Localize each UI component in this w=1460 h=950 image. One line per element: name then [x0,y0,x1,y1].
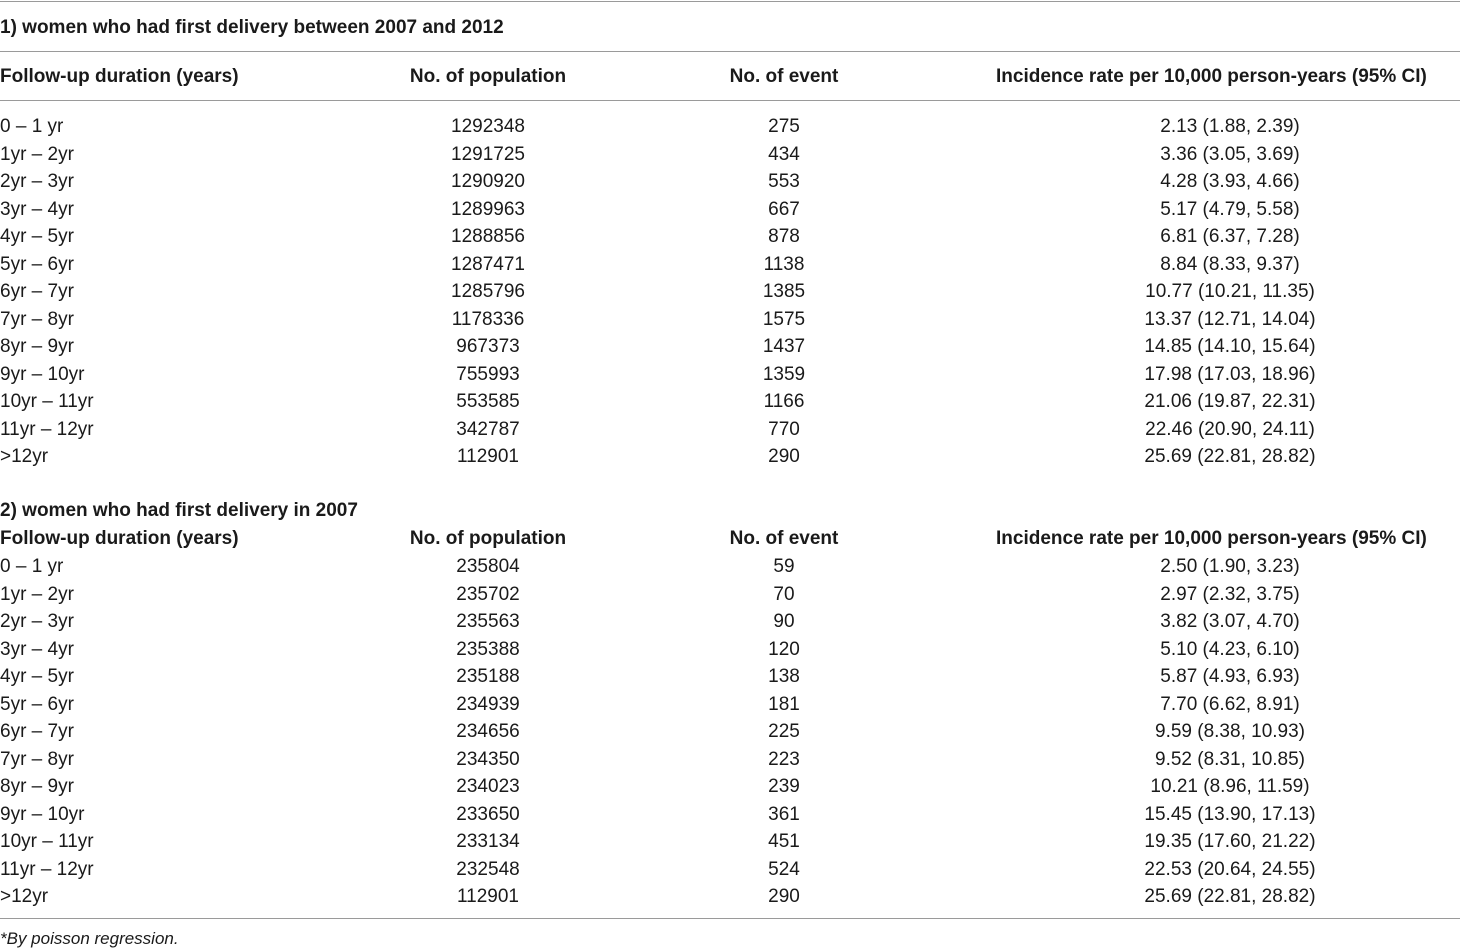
table-row [0,443,1460,470]
section-1-header-rule [0,100,1460,101]
cell-rate: 21.06 (19.87, 22.31) [1144,391,1316,412]
cell-population: 234656 [456,721,520,742]
cell-duration: 0 – 1 yr [0,556,64,577]
cell-duration: 8yr – 9yr [0,336,74,357]
cell-event: 1385 [762,281,806,302]
cell-rate: 19.35 (17.60, 21.22) [1144,831,1316,852]
header-rate: Incidence rate per 10,000 person-years (95% CI) [996,528,1427,549]
cell-rate: 2.13 (1.88, 2.39) [1160,116,1300,137]
cell-population: 234023 [456,776,520,797]
table-row [0,801,1460,828]
cell-rate: 3.82 (3.07, 4.70) [1160,611,1300,632]
cell-rate: 6.81 (6.37, 7.28) [1160,226,1300,247]
cell-rate: 5.10 (4.23, 6.10) [1160,638,1300,660]
table-row [0,581,1460,608]
cell-duration: 7yr – 8yr [0,308,74,330]
section-1-header-row [0,63,1460,90]
cell-population: 232548 [456,858,520,880]
cell-event: 1359 [762,363,806,385]
header-population: No. of population [409,528,567,549]
cell-duration: 4yr – 5yr [0,226,74,247]
cell-population: 1290920 [451,171,525,192]
cell-event: 524 [768,858,800,880]
cell-population: 755993 [456,363,520,385]
cell-population: 235563 [456,611,520,632]
table-row [0,113,1460,140]
cell-rate: 9.52 (8.31, 10.85) [1155,748,1305,770]
cell-population: 234939 [456,693,520,715]
cell-rate: 17.98 (17.03, 18.96) [1144,363,1316,385]
cell-event: 223 [768,748,800,770]
cell-rate: 8.84 (8.33, 9.37) [1160,253,1300,275]
cell-event: 239 [768,776,800,797]
table-row [0,691,1460,718]
cell-duration: 5yr – 6yr [0,253,74,275]
cell-event: 667 [768,198,800,220]
cell-event: 770 [768,418,800,440]
cell-duration: 9yr – 10yr [0,803,85,825]
table-row [0,141,1460,168]
section-1-title: 1) women who had first delivery between 2007 and 2012 [0,17,504,38]
cell-event: 225 [768,721,800,742]
cell-rate: 7.70 (6.62, 8.91) [1160,693,1300,715]
cell-population: 967373 [456,336,520,357]
cell-population: 233650 [456,803,520,825]
cell-population: 235188 [456,666,520,687]
cell-population: 553585 [456,391,520,412]
cell-duration: 0 – 1 yr [0,116,64,137]
cell-duration: 7yr – 8yr [0,748,74,770]
table-row [0,636,1460,663]
cell-duration: 3yr – 4yr [0,638,74,660]
cell-duration: 2yr – 3yr [0,171,74,192]
cell-population: 1289963 [451,198,525,220]
cell-rate: 22.53 (20.64, 24.55) [1144,858,1316,880]
table-row [0,718,1460,745]
header-event: No. of event [729,528,839,549]
table-row [0,333,1460,360]
cell-rate: 10.21 (8.96, 11.59) [1150,776,1310,797]
cell-duration: 4yr – 5yr [0,666,74,687]
cell-rate: 9.59 (8.38, 10.93) [1155,721,1305,742]
cell-event: 553 [768,171,800,192]
top-rule [0,1,1460,2]
cell-population: 342787 [456,418,520,440]
cell-event: 1575 [762,308,806,330]
bottom-rule [0,918,1460,919]
table-row [0,223,1460,250]
cell-duration: >12yr [0,446,49,467]
cell-duration: 11yr – 12yr [0,858,94,880]
header-duration: Follow-up duration (years) [0,66,239,87]
cell-event: 275 [768,116,800,137]
cell-duration: 10yr – 11yr [0,831,94,852]
cell-event: 59 [773,556,795,577]
section-2-title: 2) women who had first delivery in 2007 [0,500,358,521]
cell-event: 181 [768,693,800,715]
cell-population: 1178336 [451,308,525,330]
cell-duration: 6yr – 7yr [0,281,74,302]
cell-population: 1285796 [451,281,525,302]
table-row [0,883,1460,910]
table-row [0,773,1460,800]
header-event: No. of event [729,66,839,87]
table-row [0,251,1460,278]
cell-duration: 2yr – 3yr [0,611,74,632]
cell-population: 235702 [456,583,520,605]
cell-event: 878 [768,226,800,247]
cell-event: 434 [768,143,800,165]
cell-duration: 8yr – 9yr [0,776,74,797]
cell-population: 233134 [456,831,520,852]
table-row [0,746,1460,773]
cell-event: 1166 [763,391,805,412]
table-row [0,416,1460,443]
cell-rate: 22.46 (20.90, 24.11) [1145,418,1315,440]
cell-population: 112901 [457,446,519,467]
cell-rate: 14.85 (14.10, 15.64) [1144,336,1316,357]
cell-duration: 6yr – 7yr [0,721,74,742]
cell-rate: 2.97 (2.32, 3.75) [1160,583,1300,605]
cell-population: 235804 [456,556,520,577]
table-row [0,306,1460,333]
cell-event: 290 [768,886,800,907]
cell-event: 138 [768,666,800,687]
cell-duration: 1yr – 2yr [0,143,74,165]
table-row [0,361,1460,388]
table-row [0,663,1460,690]
section-1-title-rule [0,51,1460,52]
table-row [0,553,1460,580]
cell-event: 361 [768,803,800,825]
cell-rate: 3.36 (3.05, 3.69) [1160,143,1300,165]
cell-event: 120 [768,638,800,660]
cell-rate: 15.45 (13.90, 17.13) [1144,803,1316,825]
cell-population: 1287471 [451,253,525,275]
cell-duration: 3yr – 4yr [0,198,74,220]
cell-event: 290 [768,446,800,467]
cell-population: 1292348 [451,116,525,137]
cell-duration: 5yr – 6yr [0,693,74,715]
header-duration: Follow-up duration (years) [0,528,239,549]
cell-duration: 9yr – 10yr [0,363,85,385]
table-row [0,388,1460,415]
cell-rate: 5.87 (4.93, 6.93) [1160,666,1300,687]
cell-population: 1291725 [451,143,525,165]
table-row [0,608,1460,635]
cell-event: 90 [773,611,795,632]
table-row [0,856,1460,883]
cell-population: 234350 [456,748,520,770]
cell-duration: 10yr – 11yr [0,391,94,412]
table-row [0,168,1460,195]
cell-population: 112901 [457,886,519,907]
cell-population: 1288856 [451,226,525,247]
table-row [0,278,1460,305]
cell-event: 451 [768,831,800,852]
section-2-header-row [0,525,1460,552]
cell-event: 70 [773,583,795,605]
cell-rate: 5.17 (4.79, 5.58) [1160,198,1300,220]
cell-duration: 11yr – 12yr [0,418,94,440]
cell-event: 1138 [763,253,805,275]
cell-population: 235388 [456,638,520,660]
cell-duration: 1yr – 2yr [0,583,74,605]
table-row [0,828,1460,855]
header-population: No. of population [409,66,567,87]
cell-rate: 4.28 (3.93, 4.66) [1160,171,1300,192]
cell-duration: >12yr [0,886,49,907]
cell-rate: 10.77 (10.21, 11.35) [1145,281,1315,302]
cell-event: 1437 [762,336,806,357]
cell-rate: 2.50 (1.90, 3.23) [1160,556,1300,577]
header-rate: Incidence rate per 10,000 person-years (95% CI) [996,66,1427,87]
table-row [0,196,1460,223]
cell-rate: 25.69 (22.81, 28.82) [1144,886,1316,907]
cell-rate: 13.37 (12.71, 14.04) [1144,308,1316,330]
footnote: *By poisson regression. [0,929,179,948]
cell-rate: 25.69 (22.81, 28.82) [1144,446,1316,467]
